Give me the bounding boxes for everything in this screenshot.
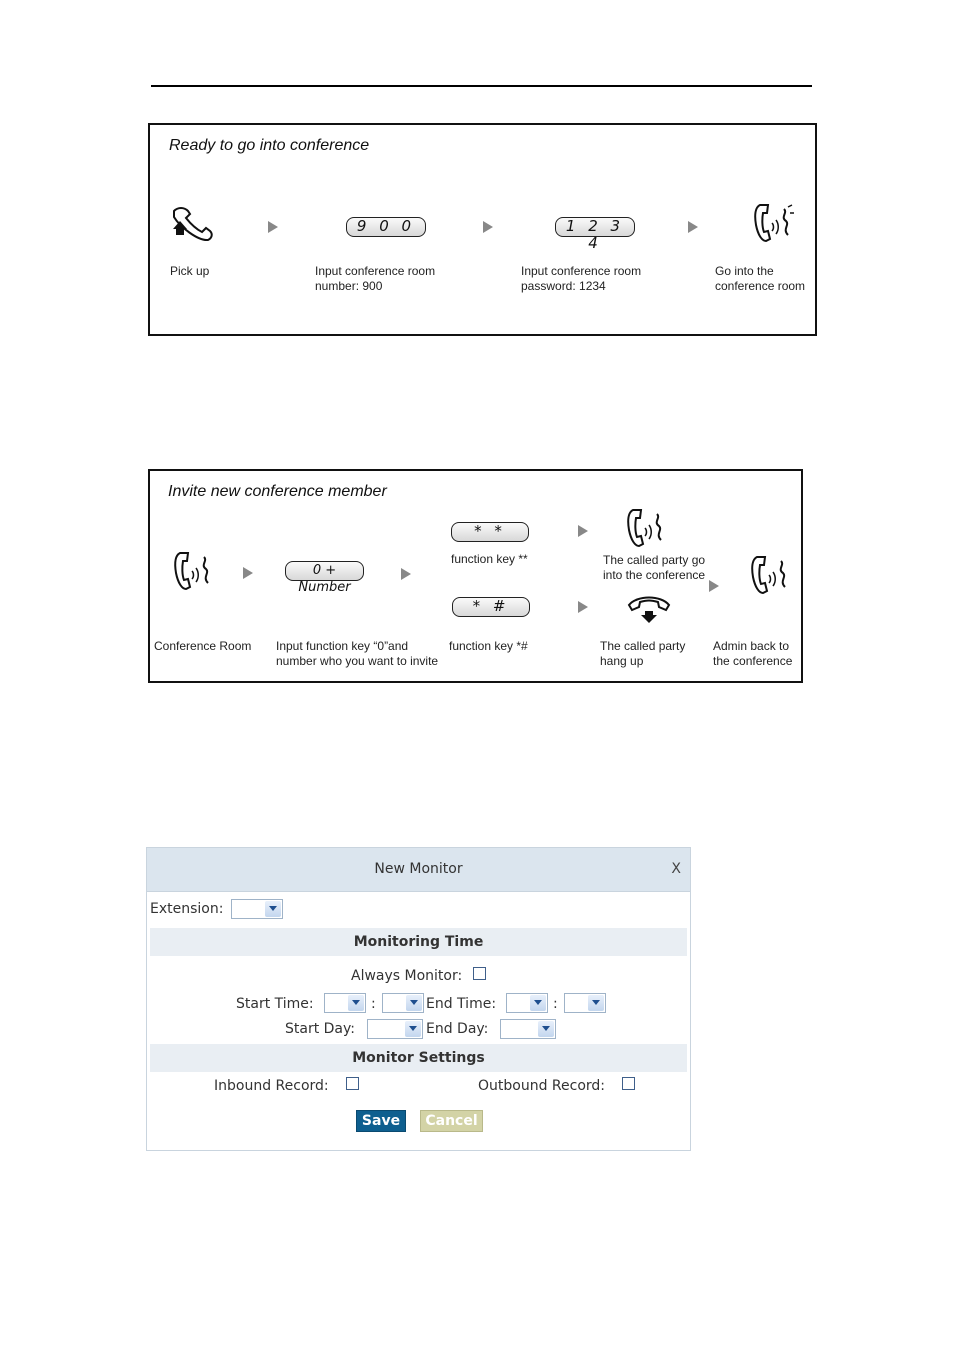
extension-label: Extension:	[150, 901, 224, 917]
outbound-record-checkbox[interactable]	[622, 1077, 635, 1090]
keypad-1234-icon: 1 2 3 4	[555, 217, 635, 237]
panel-title: Ready to go into conference	[169, 137, 370, 154]
start-day-select[interactable]	[367, 1019, 423, 1039]
monitoring-time-section	[150, 928, 687, 956]
caption-called-party-into: The called party go into the conference	[603, 553, 706, 582]
flow-arrow	[688, 221, 698, 233]
flow-arrow	[709, 580, 719, 592]
talking-phone-icon	[747, 553, 795, 597]
inbound-record-label: Inbound Record:	[214, 1078, 329, 1094]
chevron-down-icon	[406, 995, 422, 1011]
chevron-down-icon	[405, 1021, 421, 1037]
flow-arrow	[401, 568, 411, 580]
outbound-record-label: Outbound Record:	[478, 1078, 606, 1094]
end-time-hour-select[interactable]	[506, 993, 548, 1013]
chevron-down-icon	[348, 995, 364, 1011]
phone-pickup-icon	[168, 205, 216, 243]
caption-function-key-ss: function key **	[451, 552, 528, 566]
start-time-minute-select[interactable]	[382, 993, 424, 1013]
flow-arrow	[578, 525, 588, 537]
panel-title: Invite new conference member	[168, 483, 387, 500]
close-icon[interactable]: X	[671, 861, 681, 877]
inbound-record-checkbox[interactable]	[346, 1077, 359, 1090]
caption-input-function-key: Input function key “0”and number who you want to invite	[276, 639, 439, 668]
end-time-colon: :	[553, 996, 558, 1012]
chevron-down-icon	[265, 901, 281, 917]
start-time-label: Start Time:	[236, 996, 314, 1012]
start-time-colon: :	[371, 996, 376, 1012]
end-day-select[interactable]	[500, 1019, 556, 1039]
monitoring-time-heading: Monitoring Time	[353, 934, 484, 950]
start-time-hour-select[interactable]	[324, 993, 366, 1013]
caption-go-into: Go into the conference room	[715, 264, 806, 293]
caption-called-party-hangup: The called party hang up	[600, 639, 686, 668]
invite-member-panel	[148, 469, 803, 683]
flow-arrow	[483, 221, 493, 233]
save-button[interactable]: Save	[356, 1110, 406, 1132]
keypad-900-icon: 9 0 0	[346, 217, 426, 237]
end-time-label: End Time:	[426, 996, 497, 1012]
monitor-settings-heading: Monitor Settings	[352, 1050, 485, 1066]
flow-arrow	[243, 567, 253, 579]
keypad-star-hash-icon: * #	[452, 597, 530, 617]
caption-function-key-sh: function key *#	[449, 639, 528, 653]
chevron-down-icon	[588, 995, 604, 1011]
start-day-label: Start Day:	[285, 1021, 355, 1037]
cancel-button[interactable]: Cancel	[420, 1110, 483, 1132]
caption-input-password: Input conference room password: 1234	[521, 264, 642, 293]
phone-hangup-icon	[625, 593, 673, 627]
header-rule	[151, 85, 812, 87]
extension-select[interactable]	[231, 899, 283, 919]
caption-admin-back: Admin back to the conference	[713, 639, 793, 668]
end-day-label: End Day:	[426, 1021, 489, 1037]
chevron-down-icon	[538, 1021, 554, 1037]
talking-phone-icon	[750, 201, 798, 245]
dialog-title: New Monitor	[374, 861, 463, 877]
keypad-number-icon: 0 + Number	[285, 561, 364, 581]
ready-conference-panel	[148, 123, 817, 336]
caption-conference-room: Conference Room	[154, 639, 252, 653]
end-time-minute-select[interactable]	[564, 993, 606, 1013]
talking-phone-icon	[170, 549, 218, 593]
flow-arrow	[578, 601, 588, 613]
caption-pickup: Pick up	[170, 264, 210, 278]
new-monitor-dialog	[146, 847, 691, 1151]
dialog-header	[147, 848, 690, 892]
talking-phone-icon	[623, 506, 671, 550]
flow-arrow	[268, 221, 278, 233]
always-monitor-checkbox[interactable]	[473, 967, 486, 980]
monitor-settings-section	[150, 1044, 687, 1072]
always-monitor-label: Always Monitor:	[351, 968, 463, 984]
chevron-down-icon	[530, 995, 546, 1011]
caption-input-room: Input conference room number: 900	[315, 264, 436, 293]
keypad-star-star-icon: * *	[451, 522, 529, 542]
